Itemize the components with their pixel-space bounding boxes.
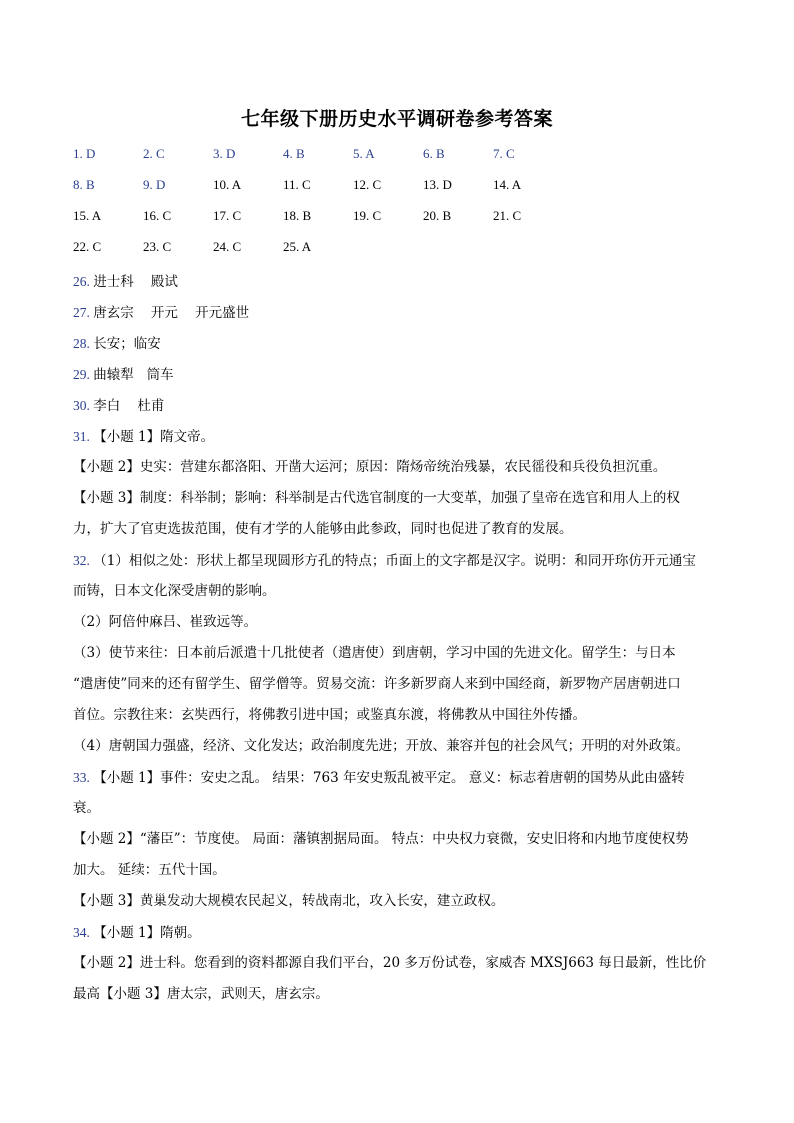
mc-answer	[213, 146, 235, 162]
mc-answer-letter: B	[302, 208, 312, 223]
mc-question-number: 10.	[213, 177, 232, 192]
mc-question-number: 1.	[73, 146, 86, 161]
answer-line	[73, 979, 723, 1010]
mc-question-number: 12.	[353, 177, 373, 192]
answer-line	[73, 638, 723, 669]
answer-text: 衰。	[73, 800, 100, 816]
question-number: 31.	[73, 429, 94, 444]
answer-text: 首位。宗教往来：玄奘西行，将佛教引进中国；或鉴真东渡，将佛教从中国往外传播。	[73, 707, 586, 723]
answer-line	[73, 421, 723, 452]
mc-answer-letter: A	[511, 177, 522, 192]
answer-line	[73, 731, 723, 762]
mc-question-number: 17.	[213, 208, 233, 223]
mc-answer-letter: D	[442, 177, 452, 192]
mc-question-number: 3.	[213, 146, 226, 161]
mc-row	[73, 236, 593, 267]
answer-text: 而铸，日本文化深受唐朝的影响。	[73, 583, 276, 599]
mc-question-number: 16.	[143, 208, 163, 223]
mc-answer-letter: A	[301, 239, 312, 254]
mc-question-number: 6.	[423, 146, 436, 161]
answer-text: 【小题 2】史实：营建东都洛阳、开凿大运河；原因：隋炀帝统治残暴，农民徭役和兵役负担沉重。	[73, 459, 667, 475]
answer-text: 最高【小题 3】唐太宗，武则天，唐玄宗。	[73, 986, 329, 1002]
mc-answer-letter: C	[372, 208, 382, 223]
mc-answer	[73, 208, 101, 224]
mc-answer-letter: D	[86, 146, 96, 161]
answer-line	[73, 576, 723, 607]
answer-text: “遣唐使”同来的还有留学生、留学僧等。贸易交流：许多新罗商人来到中国经商，新罗物产居唐朝进口	[73, 676, 681, 692]
mc-answer	[493, 208, 521, 224]
mc-question-number: 22.	[73, 239, 93, 254]
mc-answer-letter: C	[162, 208, 172, 223]
answer-text: 【小题 2】“藩臣”：节度使。 局面：藩镇割据局面。 特点：中央权力衰微，安史旧将和内地节度使权势	[73, 831, 689, 847]
mc-answer-letter: A	[365, 146, 375, 161]
answer-line	[73, 266, 723, 297]
mc-answer	[283, 146, 305, 162]
mc-answer	[283, 239, 311, 255]
answer-text: 【小题 1】事件：安史之乱。 结果：763 年安史叛乱被平定。 意义：标志着唐朝的国势从此由盛转	[93, 770, 685, 786]
answer-text: 李白 杜甫	[93, 398, 165, 414]
mc-question-number: 4.	[283, 146, 296, 161]
mc-question-number: 9.	[143, 177, 156, 192]
answer-line	[73, 886, 723, 917]
mc-answer-letter: B	[442, 208, 452, 223]
answer-line	[73, 359, 723, 390]
answer-line	[73, 855, 723, 886]
mc-row	[73, 205, 593, 236]
mc-answer	[353, 146, 375, 162]
answer-text: 进士科 殿试	[93, 274, 178, 290]
answer-text: （2）阿倍仲麻吕、崔致远等。	[73, 614, 258, 630]
mc-answer-letter: C	[232, 208, 242, 223]
answer-text: 【小题 1】隋朝。	[93, 925, 201, 941]
answer-lines	[73, 266, 723, 1010]
answer-text: 【小题 2】进士科。您看到的资料都源自我们平台，20 多万份试卷，家威杏 MXSJ663 每日最新，性比价	[73, 955, 707, 971]
mc-answer-letter: B	[86, 177, 95, 192]
question-number: 34.	[73, 925, 94, 940]
mc-question-number: 5.	[353, 146, 366, 161]
answer-line	[73, 824, 723, 855]
question-number: 27.	[73, 305, 94, 320]
answer-line	[73, 917, 723, 948]
mc-question-number: 25.	[283, 239, 302, 254]
mc-question-number: 21.	[493, 208, 513, 223]
mc-question-number: 20.	[423, 208, 443, 223]
answer-text: 【小题 3】黄巢发动大规模农民起义，转战南北，攻入长安，建立政权。	[73, 893, 505, 909]
mc-question-number: 8.	[73, 177, 86, 192]
mc-answer	[423, 177, 452, 193]
mc-answer	[143, 239, 171, 255]
answer-line	[73, 514, 723, 545]
answer-text: （4）唐朝国力强盛，经济、文化发达；政治制度先进；开放、兼容并包的社会风气；开明的对外政策。	[73, 738, 690, 754]
mc-question-number: 11.	[283, 177, 303, 192]
question-number: 32.	[73, 553, 94, 568]
mc-answer	[493, 177, 521, 193]
answer-line	[73, 700, 723, 731]
page-title: 七年级下册历史水平调研卷参考答案	[240, 108, 553, 130]
answer-line	[73, 483, 723, 514]
mc-question-number: 14.	[493, 177, 512, 192]
answer-line	[73, 762, 723, 793]
mc-answer	[143, 208, 171, 224]
mc-answer-letter: C	[162, 239, 172, 254]
mc-question-number: 18.	[283, 208, 303, 223]
answer-line	[73, 607, 723, 638]
answer-text: （3）使节来往：日本前后派遣十几批使者（遣唐使）到唐朝，学习中国的先进文化。留学生：与日本	[73, 645, 676, 661]
answer-text: 【小题 1】隋文帝。	[93, 429, 215, 445]
mc-answer-letter: C	[372, 177, 382, 192]
mc-question-number: 24.	[213, 239, 233, 254]
mc-answer-letter: C	[232, 239, 242, 254]
mc-answer	[73, 146, 95, 162]
question-number: 30.	[73, 398, 94, 413]
answer-line	[73, 793, 723, 824]
answer-line	[73, 328, 723, 359]
mc-question-number: 7.	[493, 146, 506, 161]
mc-answer-letter: C	[512, 208, 522, 223]
answer-line	[73, 669, 723, 700]
mc-row	[73, 143, 593, 174]
mc-answer	[73, 177, 95, 193]
answer-line	[73, 452, 723, 483]
answer-line	[73, 545, 723, 576]
question-number: 29.	[73, 367, 94, 382]
mc-answer	[423, 208, 451, 224]
mc-row	[73, 174, 593, 205]
question-number: 28.	[73, 336, 94, 351]
mc-answer	[213, 208, 241, 224]
answer-text: 力，扩大了官吏选拔范围，使有才学的人能够由此参政，同时也促进了教育的发展。	[73, 521, 573, 537]
mc-answer	[213, 177, 241, 193]
mc-answer	[283, 177, 311, 193]
answer-text: 加大。 延续：五代十国。	[73, 862, 226, 878]
answer-text: （1）相似之处：形状上都呈现圆形方孔的特点；币面上的文字都是汉字。说明：和同开珎仿开元通宝	[93, 553, 696, 569]
question-number: 33.	[73, 770, 94, 785]
mc-answer-letter: A	[91, 208, 102, 223]
mc-answer	[143, 146, 165, 162]
mc-answer	[493, 146, 515, 162]
mc-question-number: 23.	[143, 239, 163, 254]
mc-question-number: 13.	[423, 177, 443, 192]
mc-answer	[143, 177, 165, 193]
mc-answer-letter: C	[302, 177, 311, 192]
question-number: 26.	[73, 274, 94, 289]
answer-line	[73, 948, 723, 979]
mc-answer-letter: C	[506, 146, 515, 161]
answer-text: 长安；临安	[93, 336, 161, 352]
answer-line	[73, 297, 723, 328]
mc-answer	[213, 239, 241, 255]
mc-answer-letter: D	[156, 177, 166, 192]
mc-answer-letter: C	[156, 146, 165, 161]
answer-line	[73, 390, 723, 421]
answer-text: 【小题 3】制度：科举制；影响：科举制是古代选官制度的一大变革，加强了皇帝在选官和用人上的权	[73, 490, 680, 506]
answer-text: 曲辕犁 筒车	[93, 367, 174, 383]
answer-text: 唐玄宗 开元 开元盛世	[93, 305, 250, 321]
mc-answer	[353, 177, 381, 193]
mc-answer	[423, 146, 445, 162]
mc-answer	[353, 208, 381, 224]
mc-answer-letter: C	[92, 239, 102, 254]
mc-answer-letter: A	[231, 177, 242, 192]
mc-answer-letter: B	[436, 146, 445, 161]
mc-answer-letter: D	[226, 146, 236, 161]
mc-answer-letter: B	[296, 146, 305, 161]
mc-question-number: 15.	[73, 208, 92, 223]
mc-answer	[73, 239, 101, 255]
mc-question-number: 19.	[353, 208, 373, 223]
mc-question-number: 2.	[143, 146, 156, 161]
mc-answer	[283, 208, 311, 224]
multiple-choice-answers	[73, 143, 593, 267]
